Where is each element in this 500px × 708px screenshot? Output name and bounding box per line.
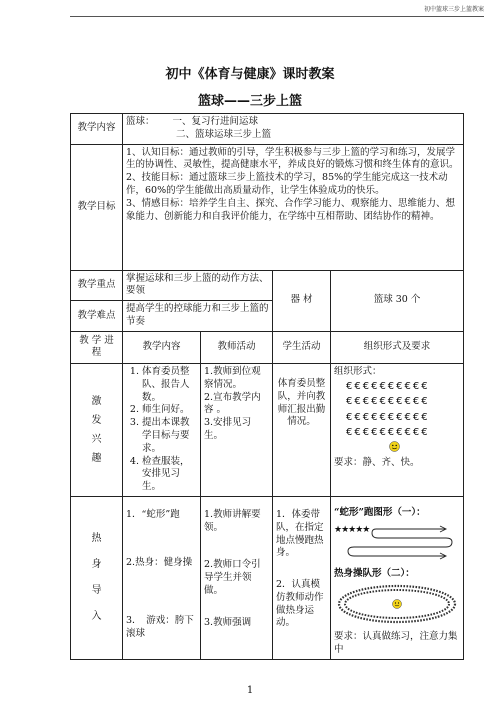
teacher-smiley-icon	[389, 441, 400, 452]
organization-label: 组织形式：	[334, 365, 382, 377]
key-text: 掌握运球和三步上篮的动作方法、要领	[123, 270, 273, 301]
warmup-requirement: 要求：认真做练习，注意力集中	[334, 631, 458, 656]
page-number: 1	[246, 685, 254, 696]
snake-run-title: “蛇形”跑图形（一）：	[334, 507, 426, 518]
stage-interest-item: 1. 体育委员整队、报告人数。	[142, 366, 197, 404]
process-col-stage: 教 学 进 程	[71, 331, 123, 363]
process-col-student: 学生活动	[273, 331, 331, 363]
warmup-item: 3． 游戏：胯下滚球	[126, 615, 194, 639]
content-cell	[123, 114, 464, 145]
stage-interest-teacher	[201, 363, 273, 496]
key-label: 教学重点	[71, 270, 123, 301]
formation-row: €€€€€€€€€€	[346, 411, 430, 423]
document-title: 初中《体育与健康》课时教案	[165, 67, 335, 82]
stage-warmup-row	[71, 497, 464, 660]
stage-warmup-organization	[331, 497, 464, 660]
warmup-item: 1．“蛇形”跑	[126, 509, 180, 520]
objectives-label: 教学目标	[71, 144, 123, 270]
document-subtitle: 篮球——三步上篮	[197, 94, 302, 109]
snake-run-diagram	[334, 520, 460, 568]
stage-interest-name: 激发兴趣	[71, 363, 123, 496]
teacher-activity: 3.安排见习生。	[204, 417, 252, 441]
key-row	[71, 270, 464, 301]
formation-row: €€€€€€€€€€	[346, 396, 430, 408]
formation-row: €€€€€€€€€€	[346, 380, 430, 392]
warmup-formation-title: 热身操队形（二）：	[334, 567, 415, 579]
stage-interest-item: 3. 提出本课教学目标与要求。	[142, 417, 197, 455]
objectives-row	[71, 144, 464, 270]
stage-warmup-content	[123, 497, 201, 660]
stage-interest-item: 4. 检查服装，安排见习生。	[142, 456, 197, 494]
header-rule	[70, 16, 484, 17]
student-activity: 2．认真模仿教师动作做热身运动。	[276, 579, 324, 629]
running-header: 初中篮球三步上篮教案	[423, 6, 484, 13]
content-item-1: 一、复习行进间运球	[172, 116, 259, 127]
objective-emotion: 3、情感目标：培养学生自主、探究、合作学习能力、观察能力、思维能力、想象能力、创新能力和自我评价能力，在学练中互相帮助、团结协作的精神。	[126, 197, 456, 222]
circle-formation-icon	[334, 581, 461, 627]
equipment-value: 篮球 30 个	[331, 270, 464, 331]
objective-skill: 2、技能目标：通过篮球三步上篮技术的学习，85%的学生能完成这一技术动作，60%的学生能做出高质量动作，让学生体验成功的快乐。	[126, 172, 448, 197]
difficulty-text: 提高学生的控球能力和三步上篮的节奏	[123, 301, 273, 332]
content-prefix: 篮球：	[126, 116, 155, 127]
difficulty-label: 教学难点	[71, 301, 123, 332]
student-activity: 1．体委带队，在指定地点慢跑热身。	[276, 509, 324, 559]
organization-requirement: 要求：静、齐、快。	[334, 456, 420, 468]
formation-row: €€€€€€€€€€	[346, 427, 430, 439]
content-label: 教学内容	[71, 114, 123, 145]
stage-interest-item: 2. 师生问好。	[142, 404, 197, 417]
objective-cognitive: 1、认知目标：通过教师的引导，学生积极参与三步上篮的学习和练习，发展学生的协调性、灵敏性，提高健康水平，养成良好的锻炼习惯和终生体育的意识。	[126, 146, 459, 171]
warmup-item: 2.热身：健身操	[126, 557, 193, 568]
snake-path-icon	[334, 520, 461, 568]
teacher-activity: 2.宣布教学内容 。	[204, 391, 261, 416]
lesson-plan-table	[70, 113, 464, 660]
teacher-activity: 3.教师强调	[204, 617, 252, 628]
stage-warmup-name: 热身导入	[71, 497, 123, 660]
stage-interest-organization	[331, 363, 464, 496]
process-col-teacher: 教师活动	[201, 331, 273, 363]
teacher-activity: 2.教师口令引导学生并领做。	[204, 559, 261, 596]
process-col-content: 教学内容	[123, 331, 201, 363]
stage-interest-content	[123, 363, 201, 496]
teacher-activity: 1.教师讲解要领。	[204, 509, 261, 533]
equipment-label: 器 材	[273, 270, 331, 331]
content-row	[71, 114, 464, 145]
stage-interest-student: 体育委员整队，并向教师汇报出勤情况。	[273, 363, 331, 496]
stage-warmup-teacher	[201, 497, 273, 660]
objectives-cell	[123, 144, 464, 270]
stage-interest-row	[71, 363, 464, 496]
process-header-row	[71, 331, 464, 363]
runner-stars: ★★★★★	[334, 524, 370, 535]
process-col-organization: 组织形式及要求	[331, 331, 464, 363]
stage-warmup-student	[273, 497, 331, 660]
content-item-2: 二、篮球运球三步上篮	[176, 128, 272, 140]
teacher-activity: 1.教师到位观察情况。	[204, 365, 261, 390]
